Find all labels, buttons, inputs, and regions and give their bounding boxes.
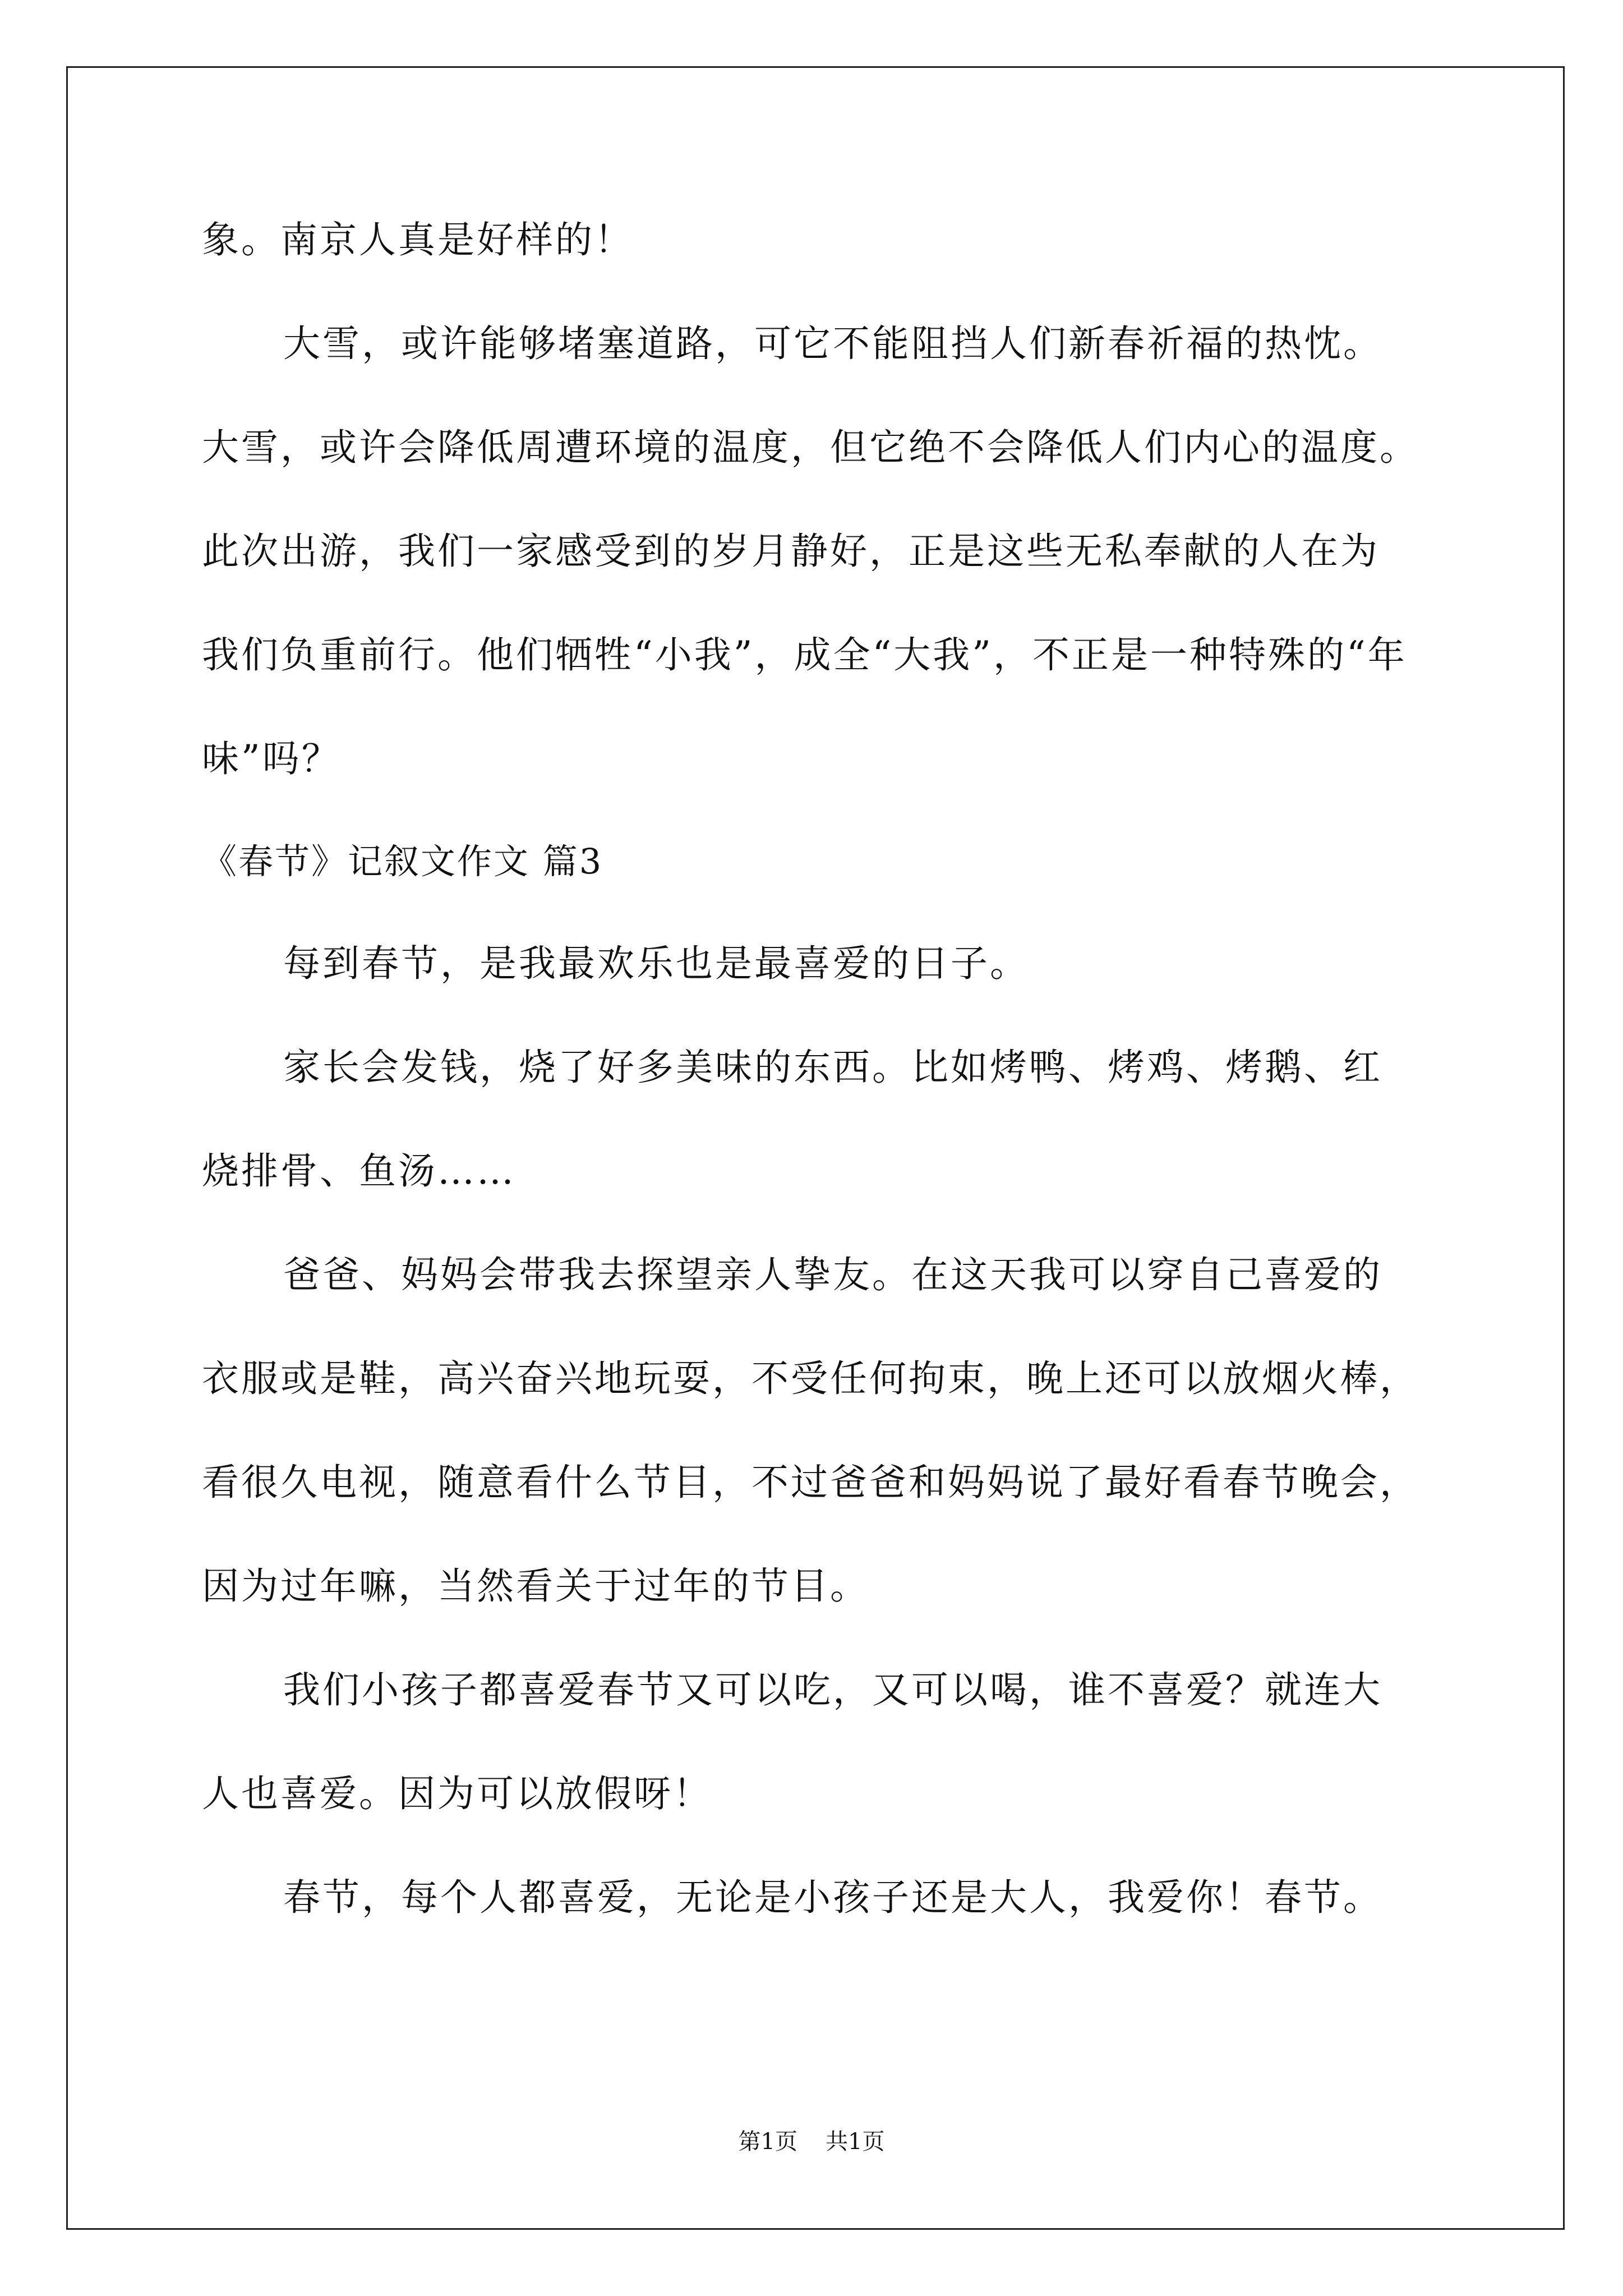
paragraph-line: 大雪，或许会降低周遭环境的温度，但它绝不会降低人们内心的温度。 xyxy=(202,426,1419,469)
paragraph-line: 象。南京人真是好样的！ xyxy=(202,218,634,261)
paragraph-line: 衣服或是鞋，高兴奋兴地玩耍，不受任何拘束，晚上还可以放烟火棒， xyxy=(202,1357,1419,1400)
page-total: 共1页 xyxy=(826,2129,885,2155)
paragraph-line: 我们负重前行。他们牺牲“小我”，成全“大我”，不正是一种特殊的“年 xyxy=(202,633,1407,677)
paragraph-line: 烧排骨、鱼汤…… xyxy=(202,1149,516,1193)
paragraph-line: 味”吗？ xyxy=(202,737,341,780)
page-footer xyxy=(0,2131,1623,2153)
section-heading: 《春节》记叙文作文 篇3 xyxy=(202,841,603,882)
page-number: 第1页 xyxy=(738,2129,797,2155)
paragraph-line: 我们小孩子都喜爱春节又可以吃，又可以喝，谁不喜爱？就连大 xyxy=(283,1668,1382,1711)
paragraph-line: 春节，每个人都喜爱，无论是小孩子还是大人，我爱你！春节。 xyxy=(283,1876,1382,1919)
paragraph-line: 每到春节，是我最欢乐也是最喜爱的日子。 xyxy=(283,942,1029,985)
paragraph-line: 此次出游，我们一家感受到的岁月静好，正是这些无私奉献的人在为 xyxy=(202,530,1380,573)
paragraph-line: 爸爸、妈妈会带我去探望亲人挚友。在这天我可以穿自己喜爱的 xyxy=(283,1253,1382,1296)
paragraph-line: 因为过年嘛，当然看关于过年的节目。 xyxy=(202,1565,869,1608)
paragraph-line: 看很久电视，随意看什么节目，不过爸爸和妈妈说了最好看春节晚会， xyxy=(202,1461,1419,1504)
paragraph-line: 大雪，或许能够堵塞道路，可它不能阻挡人们新春祈福的热忱。 xyxy=(283,322,1382,365)
paragraph-line: 人也喜爱。因为可以放假呀！ xyxy=(202,1772,712,1815)
paragraph-line: 家长会发钱，烧了好多美味的东西。比如烤鸭、烤鸡、烤鹅、红 xyxy=(283,1046,1382,1089)
